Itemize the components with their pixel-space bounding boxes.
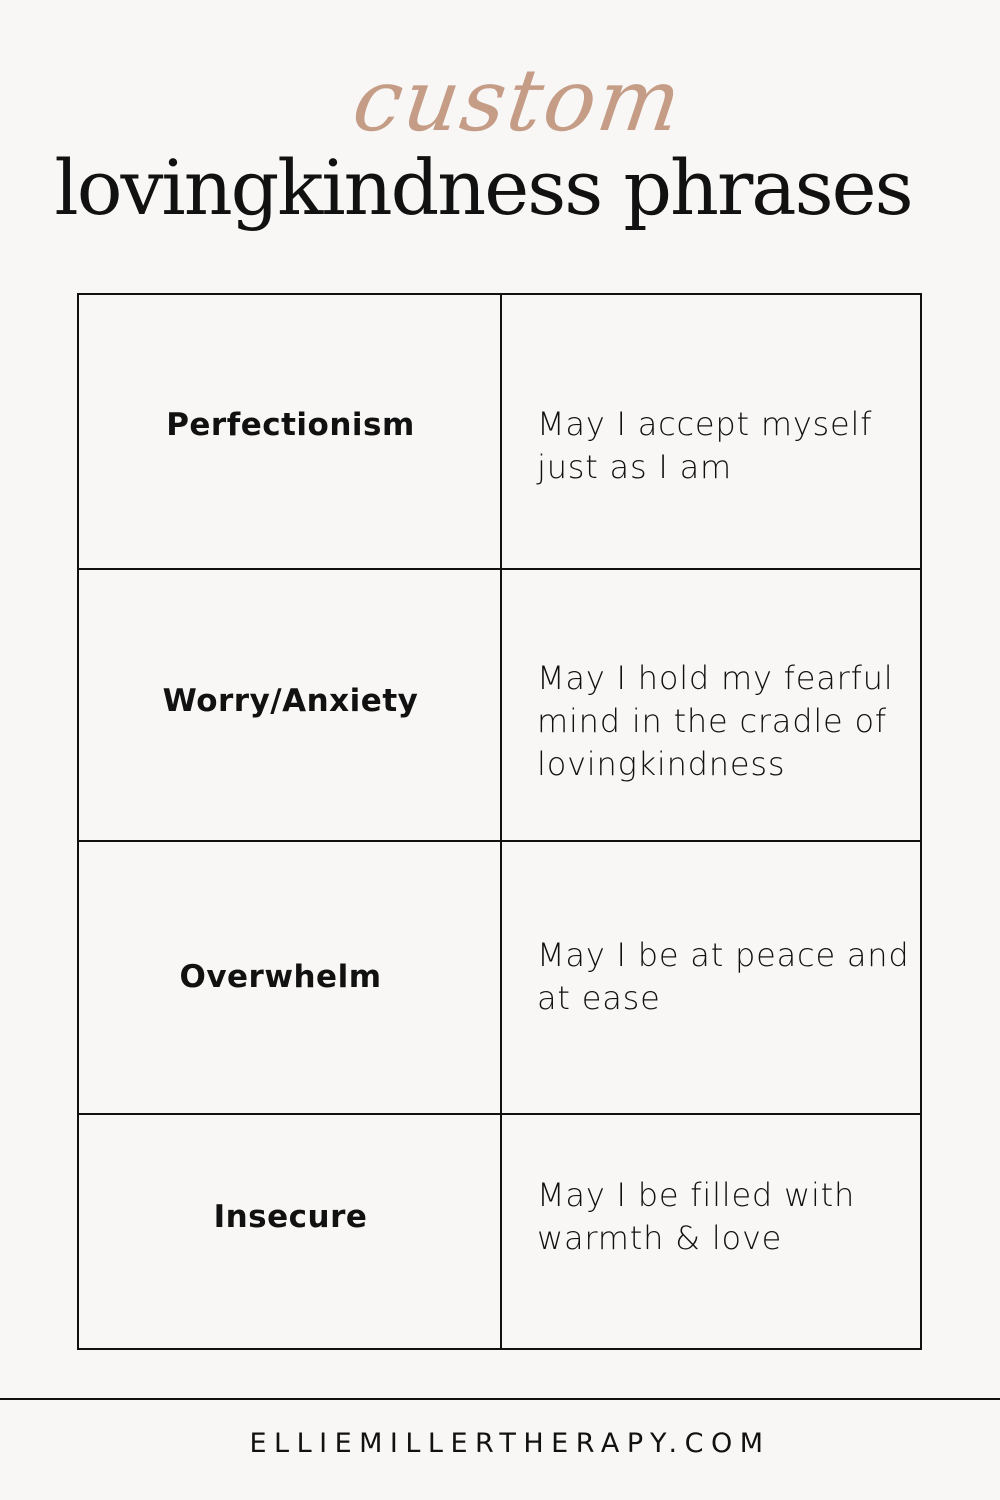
row-divider — [79, 568, 920, 570]
row-label-perfectionism: Perfectionism — [166, 407, 415, 443]
footer-divider — [0, 1398, 1000, 1400]
row-divider — [79, 1113, 920, 1115]
page-title: lovingkindness phrases — [54, 143, 912, 232]
row-label-insecure: Insecure — [213, 1199, 368, 1235]
column-divider — [500, 295, 502, 1348]
row-phrase-perfectionism: May I accept myself just as I am — [537, 405, 873, 486]
row-phrase-insecure: May I be filled with warmth & love — [537, 1176, 856, 1257]
script-heading: custom — [347, 51, 689, 151]
row-phrase-worry-anxiety: May I hold my fearful mind in the cradle of lovingkindness — [537, 659, 894, 783]
row-phrase-overwhelm: May I be at peace and at ease — [537, 936, 910, 1017]
footer-website: ELLIEMILLERTHERAPY.COM — [249, 1428, 771, 1459]
row-divider — [79, 840, 920, 842]
row-label-overwhelm: Overwhelm — [179, 959, 382, 995]
phrases-table — [77, 293, 922, 1350]
row-label-worry-anxiety: Worry/Anxiety — [162, 683, 419, 719]
